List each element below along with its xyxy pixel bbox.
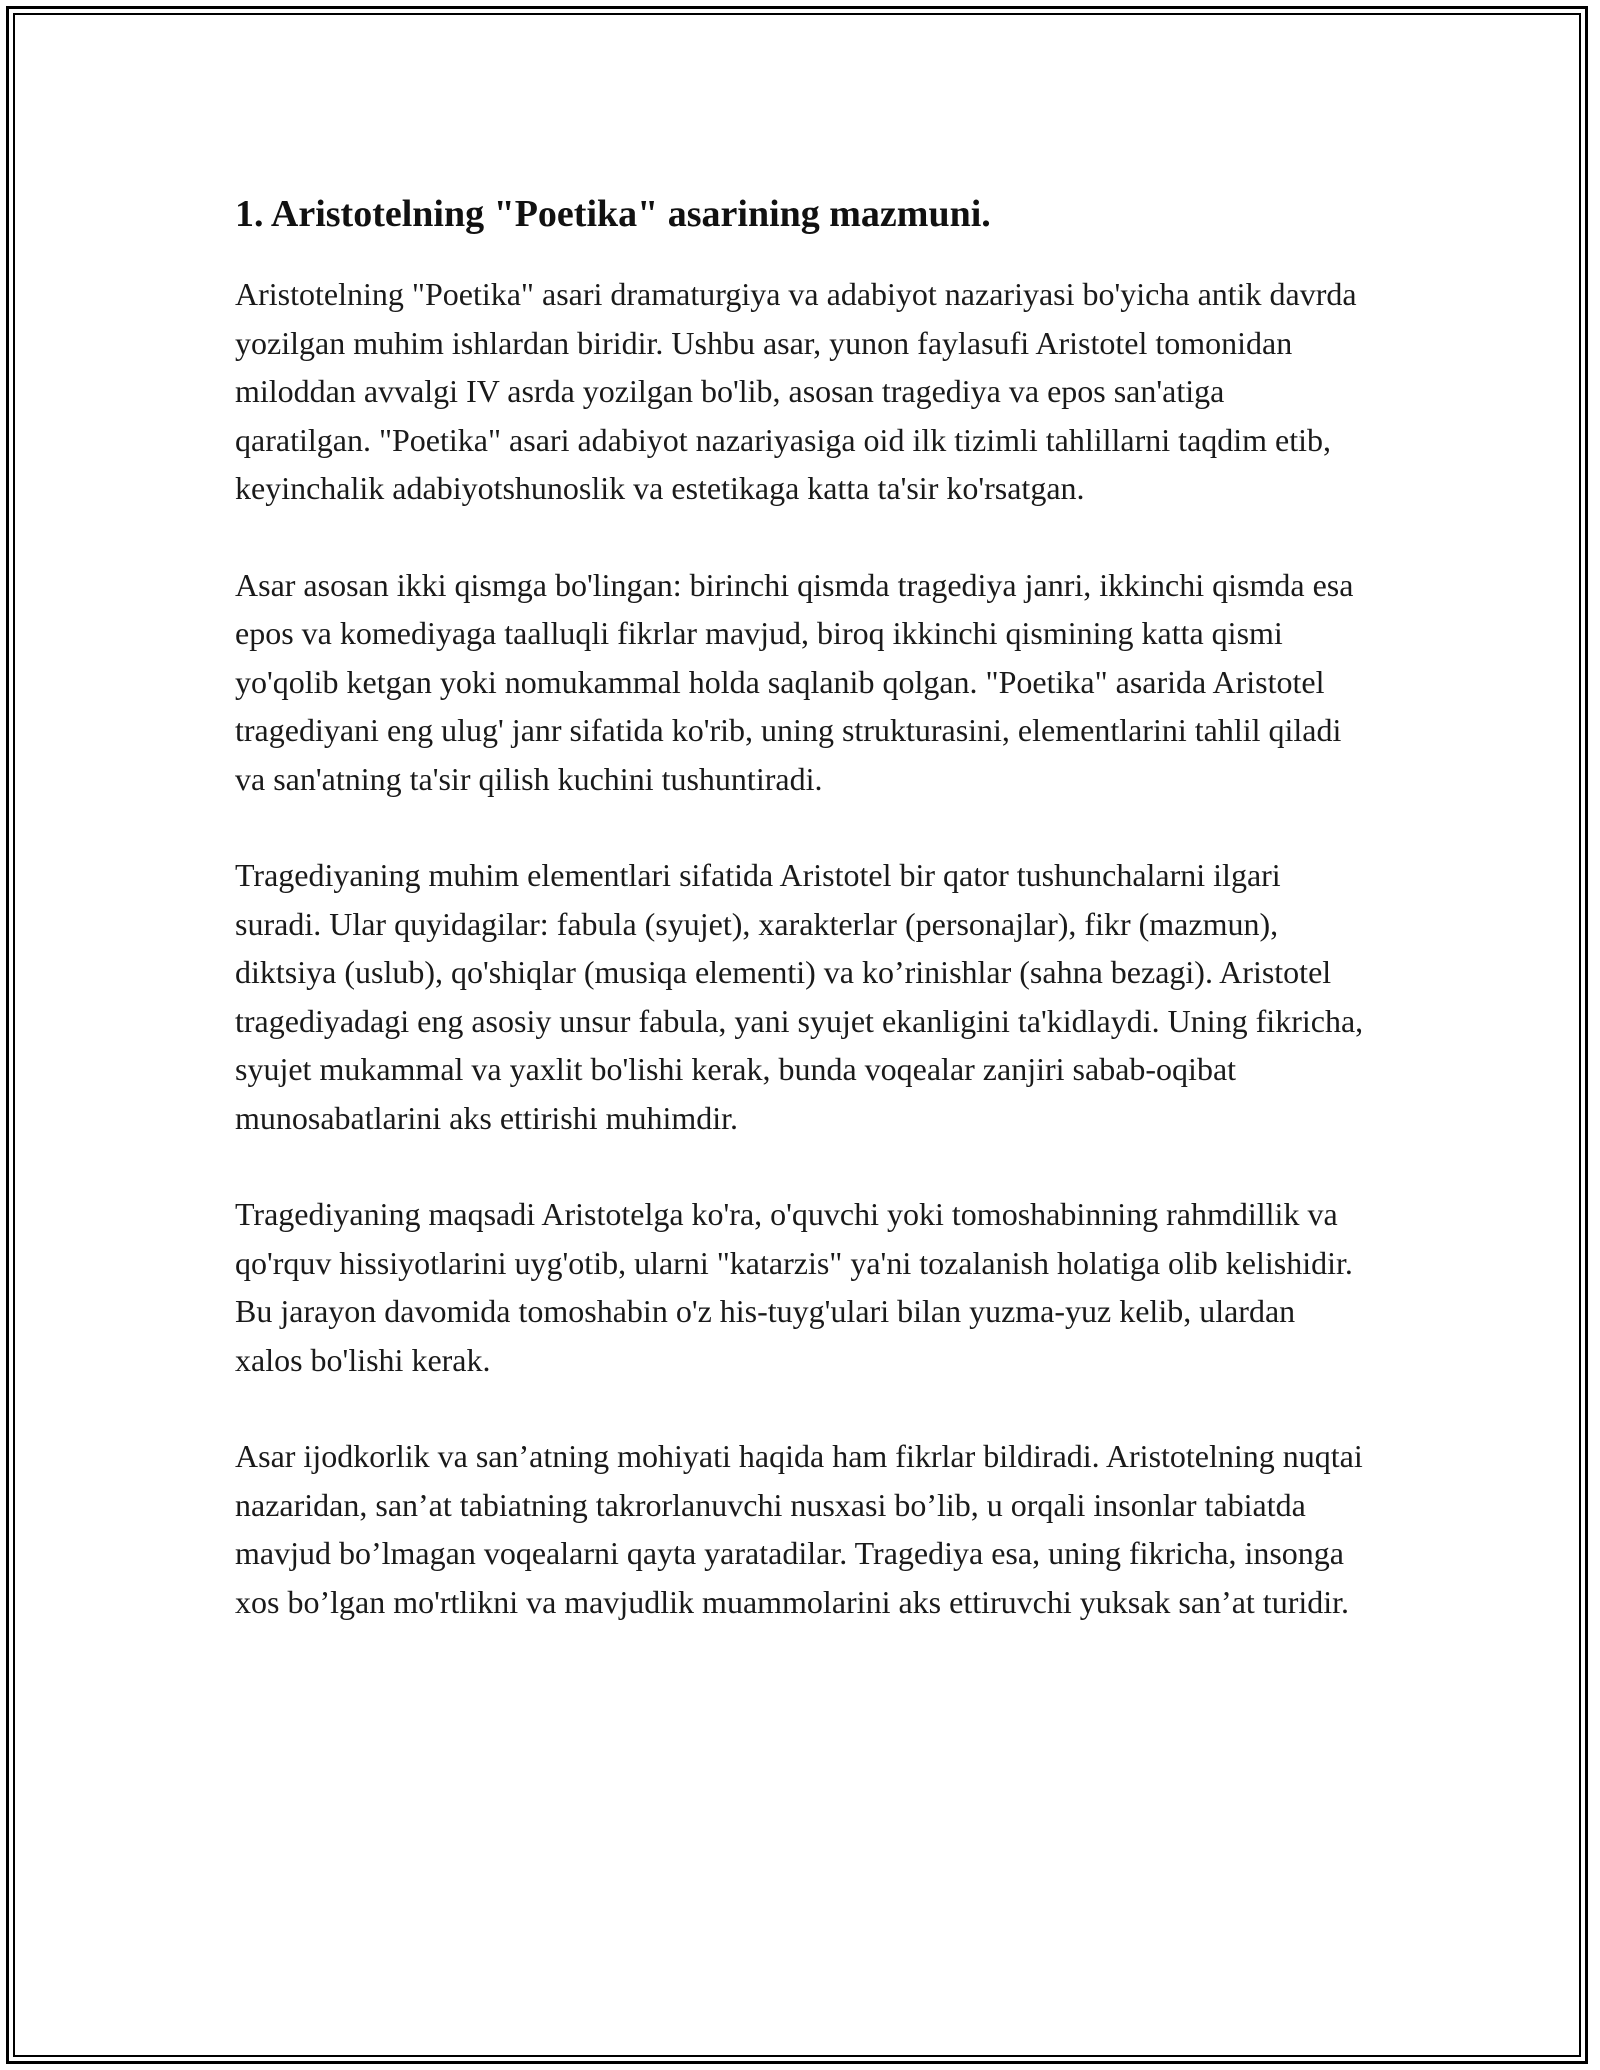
- document-body: [235, 188, 1365, 1674]
- paragraph-5: Asar ijodkorlik va san’atning mohiyati haqida ham fikrlar bildiradi. Aristotelning nuqtai nazaridan, san’at tabiatning takrorlanuvchi nusxasi bo’lib, u orqali insonlar tabiatda mavjud bo’lmagan voqealarni qayta yaratadilar. Tragediya esa, uning fikricha, insonga xos bo’lgan mo'rtlikni va mavjudlik muammolarini aks ettiruvchi yuksak san’at turidir.: [235, 1438, 1363, 1620]
- paragraph-3: Tragediyaning muhim elementlari sifatida Aristotel bir qator tushunchalarni ilgari suradi. Ular quyidagilar: fabula (syujet), xarakterlar (personajlar), fikr (mazmun), diktsiya (uslub), qo'shiqlar (musiqa elementi) va ko’rinishlar (sahna bezagi). Aristotel tragediyadagi eng asosiy unsur fabula, yani syujet ekanligini ta'kidlaydi. Uning fikricha, syujet mukammal va yaxlit bo'lishi kerak, bunda voqealar zanjiri sabab-oqibat munosabatlarini aks ettirishi muhimdir.: [235, 857, 1364, 1136]
- paragraph-2: Asar asosan ikki qismga bo'lingan: birinchi qismda tragediya janri, ikkinchi qismda esa epos va komediyaga taalluqli fikrlar mavjud, biroq ikkinchi qismining katta qismi yo'qolib ketgan yoki nomukammal holda saqlanib qolgan. "Poetika" asarida Aristotel tragediyani eng ulug' janr sifatida ko'rib, uning strukturasini, elementlarini tahlil qiladi va san'atning ta'sir qilish kuchini tushuntiradi.: [235, 566, 1354, 797]
- paragraph-4: Tragediyaning maqsadi Aristotelga ko'ra, o'quvchi yoki tomoshabinning rahmdillik va qo'rquv hissiyotlarini uyg'otib, ularni "katarzis" ya'ni tozalanish holatiga olib kelishidir. Bu jarayon davomida tomoshabin o'z his-tuyg'ulari bilan yuzma-yuz kelib, ulardan xalos bo'lishi kerak.: [235, 1196, 1353, 1378]
- paragraph-1: Aristotelning "Poetika" asari dramaturgiya va adabiyot nazariyasi bo'yicha antik davrda yozilgan muhim ishlardan biridir. Ushbu asar, yunon faylasufi Aristotel tomonidan miloddan avvalgi IV asrda yozilgan bo'lib, asosan tragediya va epos san'atiga qaratilgan. "Poetika" asari adabiyot nazariyasiga oid ilk tizimli tahlillarni taqdim etib, keyinchalik adabiyotshunoslik va estetikaga katta ta'sir ko'rsatgan.: [235, 276, 1357, 506]
- section-title: 1. Aristotelning "Poetika" asarining mazmuni.: [235, 193, 991, 235]
